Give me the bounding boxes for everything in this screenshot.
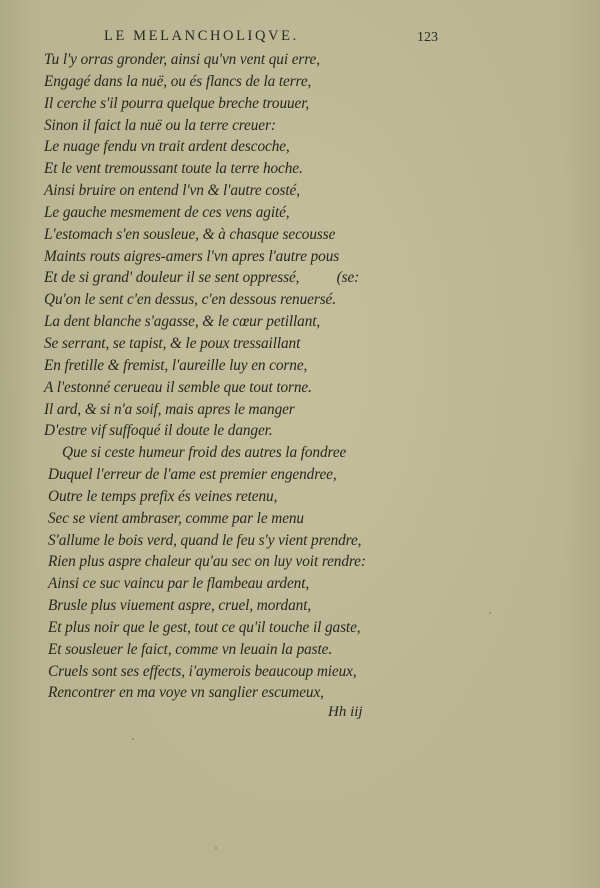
verse-line: Et plus noir que le gest, tout ce qu'il touche il gaste, (48, 618, 361, 636)
verse-line: D'estre vif suffoqué il doute le danger. (44, 422, 273, 440)
signature-mark: Hh iij (328, 704, 363, 720)
page-number: 123 (417, 30, 438, 45)
verse-line: Le gauche mesmement de ces vens agité, (44, 203, 290, 221)
verse-line: Rencontrer en ma voye vn sanglier escumeux, (48, 684, 324, 702)
verse-line: Ainsi bruire on entend l'vn & l'autre costé, (44, 182, 300, 200)
verse-line: Qu'on le sent c'en dessus, c'en dessous renuersé. (44, 291, 336, 309)
verse-line: Et sousleuer le faict, comme vn leuain la paste. (48, 640, 333, 658)
verse-line: Sinon il faict la nuë ou la terre creuer: (44, 116, 276, 134)
paper-speck (271, 252, 273, 254)
verse-line: Rien plus aspre chaleur qu'au sec on luy voit rendre: (48, 553, 366, 571)
verse-line: Duquel l'erreur de l'ame est premier engendree, (48, 466, 337, 484)
verse-line: Brusle plus viuement aspre, cruel, mordant, (48, 597, 312, 615)
verse-line: Cruels sont ses effects, i'aymerois beaucoup mieux, (48, 662, 357, 680)
verse-line: En fretille & fremist, l'aureille luy en corne, (44, 356, 308, 374)
paper-speck (215, 847, 217, 849)
verse-line: Et le vent tremoussant toute la terre hoche. (44, 160, 303, 178)
verse-line: Ainsi ce suc vaincu par le flambeau ardent, (48, 575, 310, 593)
paper-speck (489, 612, 491, 614)
verse-line: Sec se vient ambraser, comme par le menu (48, 509, 304, 527)
verse-line: Et de si grand' douleur il se sent oppressé, (se: (44, 269, 360, 287)
verse-line: Le nuage fendu vn trait ardent descoche, (44, 138, 290, 156)
verse-line: S'allume le bois verd, quand le feu s'y vient prendre, (48, 531, 362, 549)
verse-line: Tu l'y orras gronder, ainsi qu'vn vent qui erre, (44, 51, 320, 68)
verse-line: Se serrant, se tapist, & le poux tressaillant (44, 334, 301, 352)
verse-line: Il cerche s'il pourra quelque breche trouuer, (44, 94, 310, 112)
verse-line: Engagé dans la nuë, ou és flancs de la terre, (44, 72, 312, 90)
running-head (0, 28, 600, 50)
verse-block (44, 49, 564, 704)
verse-line: L'estomach s'en sousleue, & à chasque secousse (44, 225, 336, 243)
verse-line: Il ard, & si n'a soif, mais apres le manger (44, 400, 295, 418)
verse-line: Outre le temps prefix és veines retenu, (48, 487, 278, 505)
verse-line: Maints routs aigres-amers l'vn apres l'autre pous (44, 247, 340, 265)
verse-line: A l'estonné cerueau il semble que tout torne. (44, 378, 312, 396)
verse-line: Que si ceste humeur froid des autres la fondree (62, 444, 347, 462)
paper-speck (132, 738, 134, 740)
running-title: LE MELANCHOLIQVE. (104, 28, 299, 44)
verse-line: La dent blanche s'agasse, & le cœur petillant, (44, 313, 321, 331)
